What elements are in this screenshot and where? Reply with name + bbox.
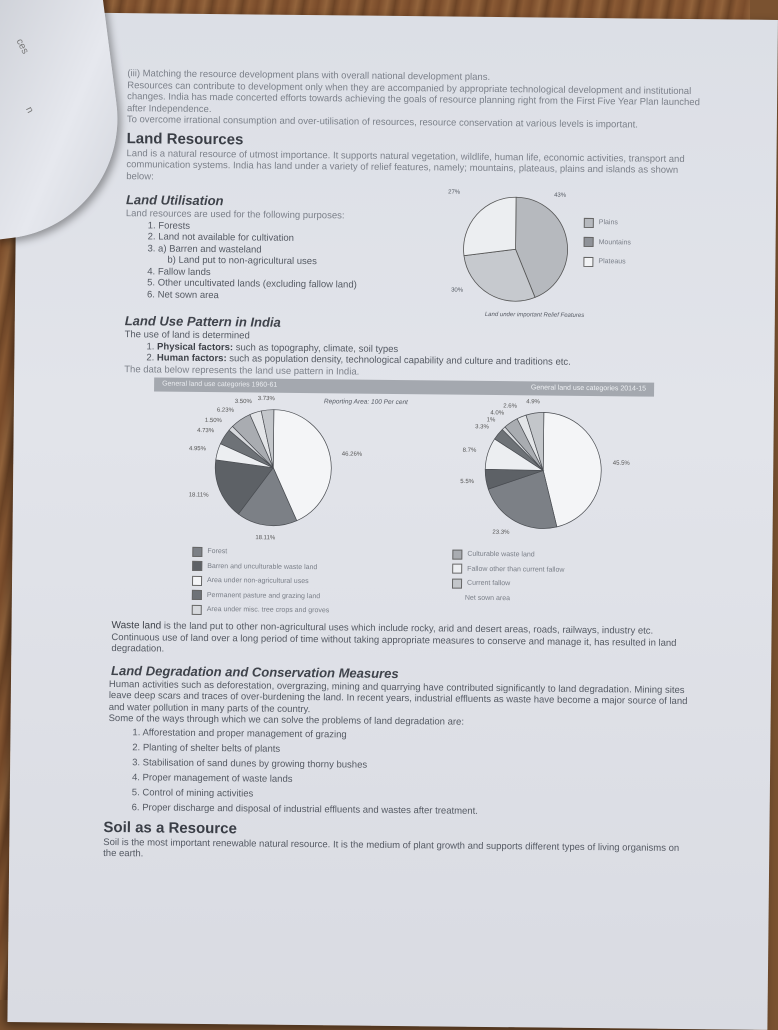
degradation-list <box>120 725 696 821</box>
list-item: 2. Land not available for cultivation <box>147 231 294 244</box>
pie-data-label: 45.5% <box>612 460 630 467</box>
top-paragraph: Resources can contribute to development only when they are accompanied by appropriate technological development and institutional changes. India has made concerted efforts towards achieving the goals of resource planning right from the First Five Year Plan launched after Independence. <box>126 79 700 115</box>
legend-swatch <box>192 561 202 571</box>
legend-item <box>452 563 564 576</box>
legend-swatch <box>452 549 462 559</box>
legend-label: Net sown area <box>464 594 511 602</box>
list-item: 4. Fallow lands <box>147 265 211 278</box>
banner-left: General land use categories 1960-61 <box>162 380 278 389</box>
pie-data-label: 6.23% <box>216 407 234 414</box>
pie-data-label: 4.95% <box>188 446 207 453</box>
list-item: 5. Control of mining activities <box>131 786 254 800</box>
land-utilisation-block <box>125 189 701 323</box>
pie-data-label: 18.11% <box>255 535 276 542</box>
relief-label: 27% <box>448 189 461 196</box>
legend-label: Fallow other than current fallow <box>467 565 565 574</box>
degradation-text-2: Some of the ways through which we can solve the problems of land degradation are: <box>108 712 465 728</box>
waste-land-text: is the land put to other non-agricultural uses which include rocky, arid and desert areas, roads, railways, industry etc. Continuous use of land over a long period of time without taking appropriate measures to conserve and manage it, has resulted in land degradation. <box>111 620 677 655</box>
land-utilisation-list <box>125 220 436 304</box>
degradation-text: Human activities such as deforestation, overgrazing, mining and quarrying have contributed significantly to land degradation. Mining sites leave deep scars and traces of over-burdening the land. In recent years, industrial effluents as waste have become a major source of land and water pollution in many parts of the country. <box>108 678 688 715</box>
list-num: 2. <box>146 352 155 364</box>
land-resources-heading: Land Resources <box>126 129 244 148</box>
legend-item <box>583 256 630 268</box>
land-utilisation-intro: Land resources are used for the following purposes: <box>125 208 345 222</box>
legend-swatch <box>452 564 462 574</box>
pie-data-label: 3.50% <box>234 398 252 406</box>
pie-data-label: 8.7% <box>462 447 477 454</box>
land-utilisation-heading: Land Utilisation <box>125 192 224 209</box>
legend-label: Mountains <box>598 238 631 246</box>
legend-item <box>452 549 564 562</box>
legend-item <box>192 575 330 588</box>
legend-label: Plateaus <box>598 258 626 266</box>
pie-data-label: 18.11% <box>188 492 209 499</box>
legend-swatch <box>192 590 202 600</box>
pie-data-label: 5.5% <box>460 478 475 486</box>
legend-left <box>192 546 330 617</box>
relief-caption: Land under important Relief Features <box>484 311 585 319</box>
reporting-area: Reporting Area: 100 Per cent <box>323 398 408 407</box>
top-paragraph-2: To overcome irrational consumption and over-utilisation of resources, resource conservation at various levels is important. <box>126 114 639 131</box>
relief-label: 30% <box>451 287 464 294</box>
pie-data-label: 4.0% <box>490 410 505 417</box>
pie-banner <box>154 377 654 396</box>
relief-legend <box>583 217 631 268</box>
degradation-heading: Land Degradation and Conservation Measures <box>111 662 399 681</box>
pie-data-label: 3.73% <box>257 395 275 403</box>
list-item: 3. a) Barren and wasteland <box>147 242 262 256</box>
relief-label: 43% <box>554 192 567 199</box>
list-item: 2. Planting of shelter belts of plants <box>132 741 281 755</box>
legend-swatch <box>192 576 202 586</box>
legend-swatch <box>583 257 593 267</box>
land-resources-text: Land is a natural resource of utmost importance. It supports natural vegetation, wildlife, human life, economic activities, transport and communication systems. India has land under a variety of relief features, namely; mountains, plateaus, plains and islands as shown below: <box>126 147 685 182</box>
legend-item <box>192 589 330 602</box>
legend-label: Permanent pasture and grazing land <box>206 591 321 600</box>
top-line: (iii) Matching the resource development plans with overall national development plans. <box>127 68 491 83</box>
textbook-page <box>7 12 778 1030</box>
list-num: 1. <box>146 340 155 352</box>
relief-chart <box>448 186 676 323</box>
list-item: 6. Proper discharge and disposal of industrial effluents and wastes after treatment. <box>131 801 478 817</box>
data-line: The data below represents the land use pattern in India. <box>124 363 360 378</box>
page-content <box>103 68 702 865</box>
legend-right <box>452 549 565 605</box>
legend-label: Area under non-agricultural uses <box>207 577 309 586</box>
pie-data-label: 3.3% <box>475 424 489 431</box>
legend-swatch <box>192 605 202 615</box>
pie-section <box>122 377 699 618</box>
legend-item <box>584 217 631 229</box>
legend-swatch <box>192 547 202 557</box>
relief-pie <box>455 194 576 310</box>
soil-heading: Soil as a Resource <box>103 818 237 837</box>
legend-item <box>192 560 330 573</box>
waste-land-paragraph <box>111 620 686 661</box>
list-item: 5. Other uncultivated lands (excluding fallow land) <box>147 277 357 291</box>
land-use-intro: The use of land is determined <box>124 329 250 342</box>
legend-label: Current fallow <box>467 579 511 588</box>
pie-data-label: 23.3% <box>492 529 510 536</box>
waste-land-term: Waste land <box>111 620 162 632</box>
legend-label: Forest <box>207 548 228 556</box>
legend-label: Barren and unculturable waste land <box>207 562 318 571</box>
legend-item <box>192 604 330 617</box>
legend-item <box>584 236 631 248</box>
pie-data-label: 46.26% <box>341 451 363 458</box>
pie-data-label: 4.73% <box>197 428 215 435</box>
legend-swatch <box>452 578 462 588</box>
factor-text: such as population density, technological capability and culture and traditions etc. <box>226 353 571 368</box>
factor-title: Physical factors: <box>157 340 234 353</box>
pie-data-label: 1.50% <box>204 417 222 425</box>
factor-text: such as topography, climate, soil types <box>233 341 399 355</box>
pie-slice-mountains <box>463 197 516 257</box>
list-item: 6. Net sown area <box>146 288 219 301</box>
land-use-pattern-heading: Land Use Pattern in India <box>124 313 281 330</box>
curled-page-corner <box>0 0 132 240</box>
legend-swatch <box>584 237 594 247</box>
legend-item <box>192 546 330 559</box>
banner-right: General land use categories 2014-15 <box>530 384 647 393</box>
legend-swatch <box>584 218 594 228</box>
pie-data-label: 1% <box>486 417 496 424</box>
pie-data-label: 2.6% <box>503 403 518 410</box>
list-item: b) Land put to non-agricultural uses <box>167 254 317 268</box>
legend-label: Culturable waste land <box>467 550 535 559</box>
legend-item <box>452 592 564 605</box>
factor-title: Human factors: <box>156 352 227 365</box>
list-item: 3. Stabilisation of sand dunes by growing thorny bushes <box>132 756 368 771</box>
legend-label: Area under misc. tree crops and groves <box>206 606 330 615</box>
curl-text: n <box>23 105 36 116</box>
list-item: 1. Afforestation and proper management of grazing <box>132 726 347 740</box>
pie-data-label: 4.9% <box>526 399 540 406</box>
legend-item <box>452 578 564 591</box>
list-item: 4. Proper management of waste lands <box>131 771 293 785</box>
legend-label: Plains <box>598 219 618 227</box>
soil-text: Soil is the most important renewable natural resource. It is the medium of plant growth and supports different types of living organisms on the earth. <box>103 836 680 860</box>
list-item: 1. Forests <box>147 219 191 232</box>
curl-text: ces <box>13 37 31 56</box>
